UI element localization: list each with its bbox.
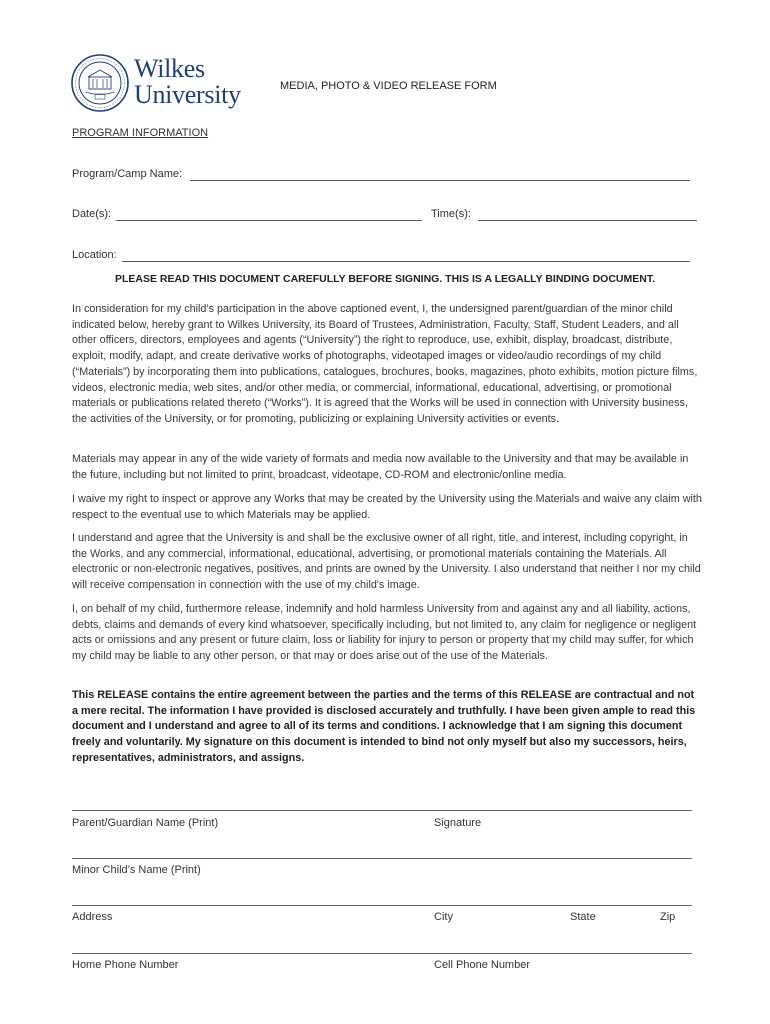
address-label: Address <box>72 911 113 923</box>
program-name-label: Program/Camp Name: <box>72 168 183 180</box>
paragraph-waiver: I waive my right to inspect or approve any Works that may be created by the University using the Materials and waive any claim with respect to the eventual use to which Materials may be applied. <box>72 493 702 521</box>
paragraph-formats: Materials may appear in any of the wide variety of formats and media now available to the University and that may be available in the future, including but not limited to print, broadcast, videotape, CD-ROM and electronic/online media. <box>72 453 689 481</box>
minor-name-label: Minor Child’s Name (Print) <box>72 864 201 876</box>
university-logo-wordmark <box>134 56 241 108</box>
dates-label: Date(s): <box>72 208 112 220</box>
logo-line-2: University <box>134 80 241 109</box>
university-seal-icon <box>70 53 130 113</box>
paragraph-ownership: I understand and agree that the University is and shall be the exclusive owner of all right, title, and interest, including copyright, in the Works, and any commercial, informational, educational, advertising, or promotional materials containing the Materials. All electronic or non-electronic negatives, positives, and prints are owned by the University. I also understand that neither I nor my child will receive compensation in connection with the use of my child's image. <box>72 532 701 592</box>
minor-name-line[interactable] <box>72 858 692 859</box>
paragraph-grant-of-rights: In consideration for my child’s participation in the above captioned event, I, the undersigned parent/guardian of the minor child indicated below, hereby grant to Wilkes University, its Board of Trustees, Administration, Faculty, Staff, Student Leaders, and all other officers, directors, employees and agents (“University”) the right to reproduce, use, exhibit, display, broadcast, distribute, exploit, modify, adapt, and create derivative works of photographs, videotaped images or video/audio recordings of my child (“Materials”) by incorporating them into publications, catalogues, brochures, books, magazines, photo exhibits, motion picture films, videos, electronic media, web sites, and/or other media, or commercial, informational, educational, advertising, or promotional materials or publications related thereto (“Works”). It is agreed that the Works will be used in connection with University business, the activities of the University, or for promoting, publicizing or explaining University activities or events. <box>72 303 698 425</box>
times-field[interactable] <box>478 220 697 221</box>
address-line[interactable] <box>72 905 692 906</box>
signature-label: Signature <box>434 817 482 829</box>
location-field[interactable] <box>122 261 690 262</box>
dates-field[interactable] <box>116 220 422 221</box>
logo-line-1: Wilkes <box>134 54 205 83</box>
times-label: Time(s): <box>431 208 471 220</box>
city-label: City <box>434 911 453 923</box>
cell-phone-label: Cell Phone Number <box>434 959 530 971</box>
form-title: MEDIA, PHOTO & VIDEO RELEASE FORM <box>280 80 497 92</box>
paragraph-release-liability: I, on behalf of my child, furthermore release, indemnify and hold harmless University from and against any and all liability, actions, debts, claims and demands of every kind whatsoever, specifically including, but not limited to, any claim for negligence or negligent acts or omissions and any present or future claim, loss or liability for injury to person or property that my child may suffer, for which my child may be liable to any other person, or that may or does arise out of the use of the Materials. <box>72 603 697 663</box>
zip-label: Zip <box>660 911 676 923</box>
home-phone-label: Home Phone Number <box>72 959 179 971</box>
parent-name-label: Parent/Guardian Name (Print) <box>72 817 219 829</box>
program-info-heading: PROGRAM INFORMATION <box>72 127 209 139</box>
phone-line[interactable] <box>72 953 692 954</box>
state-label: State <box>570 911 596 923</box>
program-name-field[interactable] <box>190 180 690 181</box>
parent-signature-line[interactable] <box>72 810 692 811</box>
paragraph-entire-agreement: This RELEASE contains the entire agreement between the parties and the terms of this RELEASE are contractual and not a mere recital. The information I have provided is disclosed accurately and truthfully. I have been given ample to read this document and I understand and agree to all of its terms and conditions. I acknowledge that I am signing this document freely and voluntarily. My signature on this document is intended to bind not only myself but also my successors, heirs, representatives, administrators, and assigns. <box>72 689 696 764</box>
location-label: Location: <box>72 249 117 261</box>
legal-warning: PLEASE READ THIS DOCUMENT CAREFULLY BEFORE SIGNING. THIS IS A LEGALLY BINDING DOCUMENT. <box>114 273 656 285</box>
